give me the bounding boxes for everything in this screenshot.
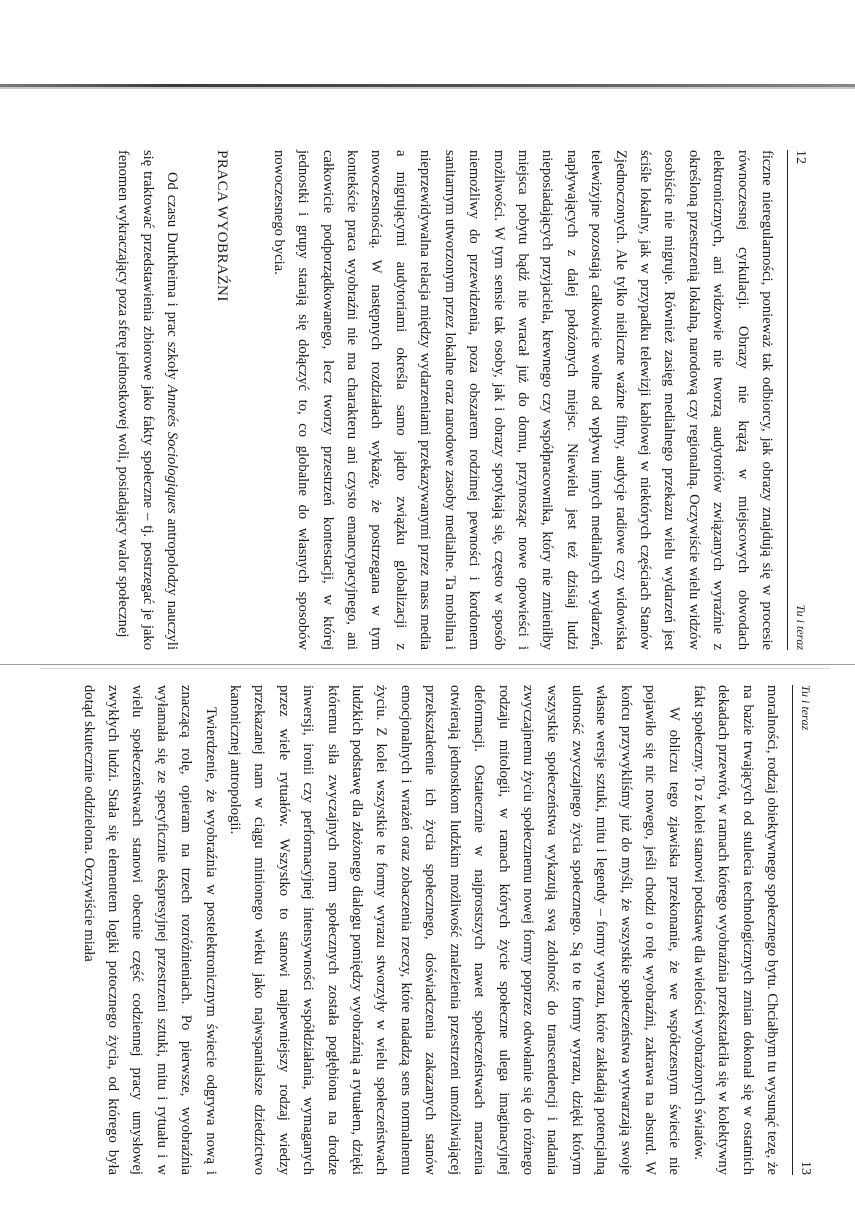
page-seam-shadow [40, 668, 830, 669]
page-number: 13 [798, 1161, 813, 1175]
page-12 [60, 150, 810, 650]
italic-title: Annеés Sociologiques [164, 384, 181, 514]
running-head: Tu i teraz [794, 604, 808, 650]
paragraph-text: Od czasu Durkheima i prac szkoły [164, 172, 181, 380]
page-body [76, 685, 784, 1175]
page-seam [0, 664, 855, 665]
page-number: 12 [793, 150, 808, 164]
page-header [792, 685, 815, 1175]
binding-fold-shadow [0, 87, 855, 89]
paragraph: W obliczu tego zjawiska przekonanie, że we współczesnym świecie nie pojawiło się nic nowego, jeśli chodzi o rolę wyobraźni, zakrawa na absurd. W końcu przywykliśmy już do myśli, że wszystkie społeczeństwa wytwarzają swoje własne wersje sztuki, mitu i legendy – formy wyrazu, które zakładają potencjalną ulotność zwyczajnego życia społecznego. Są to te formy wyrazu, dzięki którym wszystkie społeczeństwa wykazują swą zdolność do transcendencji i nadania zwyczajnemu życiu społecznemu nowej formy poprzez odwołanie się do różnego rodzaju mitologii, w ramach których życie społeczne ulega imaginacyjnej deformacji. Ostatecznie w najprostszych nawet społeczeństwach marzenia otwierają jednostkom ludzkim możliwość znalezienia przestrzeni umożliwiającej przekształcenie ich życia społecznego, doświadczenia zakazanych stanów emocjonalnych i wrażeń oraz zobaczenia rzeczy, które nadadzą sens normalnemu życiu. Z kolei wszystkie te formy wyrazu stworzyły w wielu społeczeństwach ludzkich podstawę dla złożonego dialogu pomiędzy wyobraźnią a rytuałem, dzięki któremu siła zwyczajnych norm społecznych została pogłębiona na drodze inwersji, ironii czy performacyjnej intensywności współdziałania, wymaganych przez wiele rytuałów. Wszystko to stanowi najpewniejszy rodzaj wiedzy przekazanej nam w ciągu minionego wieku jako najwspanialsze dziedzictwo kanonicznej antropologii. [227, 685, 683, 1175]
paragraph: ficzne nieregularności, ponieważ tak odbiorcy, jak obrazy znajdują się w procesie równoczesnej cyrkulacji. Obrazy nie krążą w miejscowych obwodach elektronicznych, ani widzowie nie tworzą audytoriów związanych wyraźnie z określoną przestrzenią lokalną, narodową czy regionalną. Oczywiście wielu widzów osobiście nie migruje. Również zasięg medialnego przekazu wielu wydarzeń jest ściśle lokalny, jak w przypadku telewizji kablowej w niektórych częściach Stanów Zjednoczonych. Ale tylko nieliczne ważne filmy, audycje radiowe czy widowiska telewizyjne pozostają całkowicie wolne od wpływu innych medialnych wydarzeń, napływających z dalej położonych miejsc. Niewielu jest też dzisiaj ludzi nieposiadających przyjaciela, krewnego czy współpracownika, który nie zmieniłby miejsca pobytu bądź nie wracał już do domu, przynosząc nowe opowieści i możliwości. W tym sensie tak osoby, jak i obrazy spotykają się, często w sposób niemożliwy do przewidzenia, poza obszarem rodzimej pewności i kordonem sanitarnym utworzonym przez lokalne oraz narodowe zasoby medialne. Ta mobilna i nieprzewidywalna relacja między wydarzeniami przekazywanymi przez mass media a migrującymi audytoriami określa samo jądro związku globalizacji z nowoczesnością. W następnych rozdziałach wykażę, że postrzegana w tym kontekście praca wyobraźni nie ma charakteru ani czysto emancypacyjnego, ani całkowicie podporządkowanego, lecz tworzy przestrzeń kontestacji, w której jednostki i grupy starają się dołączyć to, co globalne do własnych sposobów nowoczesnego bycia. [270, 150, 775, 650]
page-13 [55, 685, 815, 1175]
page-header [787, 150, 810, 650]
running-head: Tu i teraz [799, 685, 813, 731]
section-title: PRACA WYOBRAŹNI [214, 150, 231, 302]
paragraph: moralności, rodzaj obiektywnego społecznego bytu. Chciałbym tu wysunąć tezę, że na bazie trwających od stulecia technologicznych zmian dokonał się w ostatnich dekadach przewrót, w ramach którego wyobraźnia przekształciła się w kolektywny fakt społeczny. To z kolei stanowi podstawę dla wielości wyobrażonych światów. [690, 685, 780, 1175]
paragraph [111, 150, 184, 650]
paragraph-text: antropolodzy nauczyli się traktować przedstawienia zbiorowe jako fakty społeczne – tj. postrzegać je jako fenomen wykraczający poza sferę jednostkowej woli, posiadający walor społecznej [115, 150, 181, 651]
paragraph: Twierdzenie, że wyobraźnia w postelektronicznym świecie odgrywa nową i znaczącą rolę, opieram na trzech rozróżnieniach. Po pierwsze, wyobraźnia wyłamała się ze specyficznie ekspresyjnej przestrzeni sztuki, mitu i rytuału i w wielu społeczeństwach stanowi obecnie część codziennej pracy umysłowej zwykłych ludzi. Stała się elementem logiki potocznego życia, od którego była dotąd skutecznie oddzielona. Oczywiście miała [80, 685, 219, 1175]
page-body [111, 150, 779, 650]
